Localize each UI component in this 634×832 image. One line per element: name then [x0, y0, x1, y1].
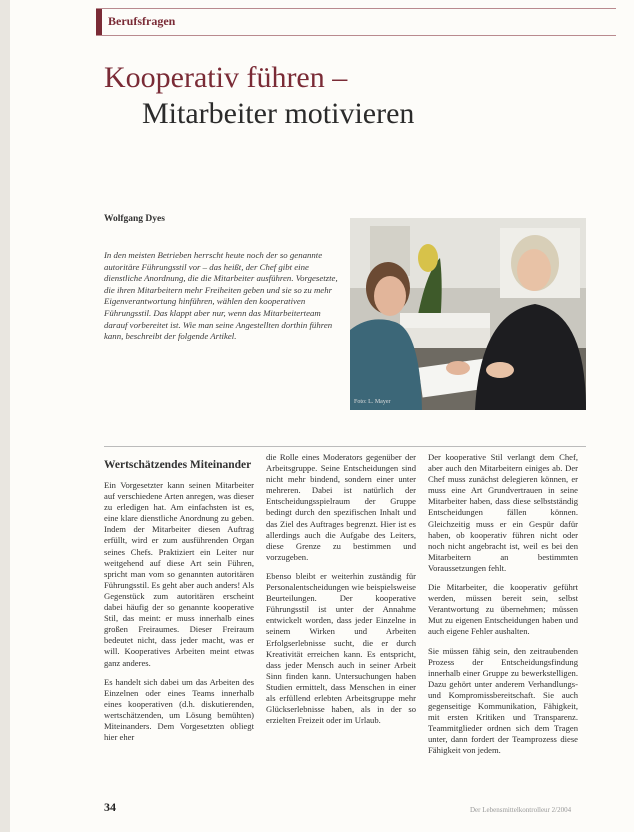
- page-number: 34: [104, 800, 116, 814]
- photo-credit: Foto: L. Mayer: [354, 399, 391, 405]
- body-paragraph: Sie müssen fähig sein, den zeitraubenden Prozess der Entscheidungsfindung innerhalb einer Gruppe zu bewerkstelligen. Dazu gehört unter anderem Verhandlungs- und Kompromissbereitschaft. Sie auch gegenseitige Kommunikation, Fähigkeit, mit ersten Kritiken und Transparenz. Teammitglieder ordnen sich dem Tragen unter, dann fordert der Teamprozess diese Fähigkeit von jedem.: [428, 645, 578, 756]
- body-paragraph: Ebenso bleibt er weiterhin zuständig für Personalentscheidungen wie beispielsweise Beurteilungen. Der kooperative Führungsstil ist unter der Annahme entwickelt worden, dass jeder Einzelne in seinem Wirken und Arbeiten Erfolgserlebnisse sucht, die er durch Kreativität erreichen kann. Es entspricht, dass jeder Mensch auch in seiner Arbeit Sinn finden kann. Untersuchungen haben Studien ermittelt, dass Menschen in einer als erfüllend erlebten Arbeitsgruppe mehr Glückserlebnisse haben, als in der so erzielten Freizeit oder im Urlaub.: [266, 570, 416, 726]
- article-title: [104, 60, 594, 132]
- body-paragraph: Es handelt sich dabei um das Arbeiten des Einzelnen oder eines Teams innerhalb eines kooperativen (d.h. diskutierenden, wertschätzenden, um Lösung bemühten) Miteinanders. Dem Vorgesetzten obliegt hier eher: [104, 676, 254, 743]
- column-divider-rule: [104, 446, 586, 447]
- photo-two-women-illustration: [350, 218, 586, 410]
- body-paragraph: Ein Vorgesetzter kann seinen Mitarbeiter auf verschiedene Arten anregen, was dieser zu erledigen hat. Am einfachsten ist es, eine klare dienstliche Anordnung zu geben. Indem der Mitarbeiter diesen Auftrag erfüllt, wird er zum ausführenden Organ seines Chefs. Praktiziert ein Leiter nur weitgehend auf diese Art sein Führen, spricht man vom so genannten autoritären Führungsstil. Es geht aber auch anders! Als Gegenstück zum autoritären erscheint dabei häufig der so genannte kooperative Stil, das meint: er muss innerhalb eines großen Freiraumes. Dieser Freiraum bedeutet nicht, dass jeder macht, was er will. Kooperatives Arbeiten meint etwas ganz anderes.: [104, 480, 254, 668]
- page-edge: [0, 0, 10, 832]
- section-label: Berufsfragen: [108, 14, 176, 28]
- lead-paragraph: In den meisten Betrieben herrscht heute noch der so genannte autoritäre Führungsstil vor – das heißt, der Chef gibt eine dienstliche Anordnung, die die Mitarbeiter ausführen. Vorgesetzte, die ihren Mitarbeitern mehr Freiheiten geben und sie so zu mehr Eigenverantwortung hinführen, wählen den kooperativen Führungsstil. Das klappt aber nur, wenn das Mitarbeiterteam darauf vorbereitet ist. Wie man seine Angestellten dorthin führen kann, beschreibt der folgende Artikel.: [104, 250, 338, 342]
- body-paragraph: Der kooperative Stil verlangt dem Chef, aber auch den Mitarbeitern einiges ab. Der Chef muss zunächst delegieren können, er muss eine Art Grundvertrauen in seine Mitarbeiter haben, dass diese selbstständig Entscheidungen fällen können. Gleichzeitig muss er ein Gespür dafür haben, ob kooperativ führen nicht oder noch nicht angebracht ist, weil es bei den Mitarbeitern an bestimmten Voraussetzungen fehlt.: [428, 452, 578, 573]
- text-column-1: [104, 452, 254, 751]
- title-line-2: Mitarbeiter motivieren: [142, 97, 415, 130]
- section-accent-bar: [96, 9, 102, 35]
- author-byline: Wolfgang Dyes: [104, 214, 165, 224]
- body-paragraph: Die Mitarbeiter, die kooperativ geführt werden, müssen bereit sein, selbst Verantwortung zu übernehmen; müssen Mut zu eigenen Entscheidungen haben und auch eigene Fehler aushalten.: [428, 582, 578, 637]
- body-paragraph: die Rolle eines Moderators gegenüber der Arbeitsgruppe. Seine Entscheidungen sind nicht mehr bindend, sondern einer unter mehreren. Dabei ist natürlich der Entscheidungsspielraum der Gruppe bedingt durch den spezifischen Inhalt und das Ziel des Auftrages begrenzt. Hier ist es allerdings auch die Aufgabe des Leiters, diese Grenze zu bestimmen und vorzugeben.: [266, 452, 416, 562]
- text-column-2: [266, 452, 416, 734]
- article-photo: [350, 218, 586, 410]
- subheading: Wertschätzendes Miteinander: [104, 459, 252, 471]
- footer-publication: Der Lebensmittelkontrolleur 2/2004: [470, 806, 572, 814]
- title-line-1: Kooperativ führen –: [104, 61, 348, 94]
- section-header: [96, 8, 616, 36]
- text-column-3: [428, 452, 578, 764]
